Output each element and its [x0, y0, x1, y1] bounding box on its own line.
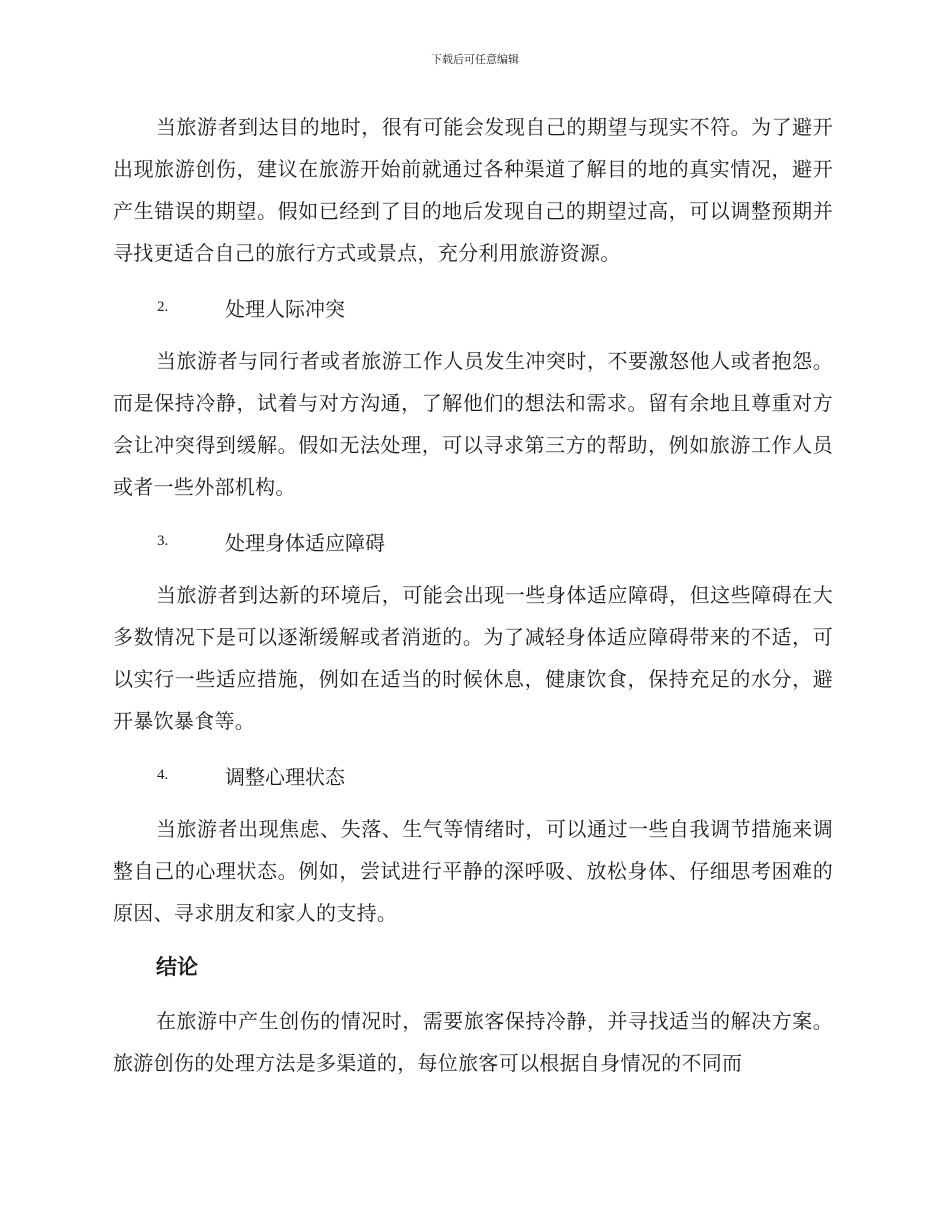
page-header: 下载后可任意编辑: [431, 53, 519, 66]
list-item-title: 处理人际冲突: [225, 296, 345, 321]
paragraph: 当旅游者出现焦虑、失落、生气等情绪时，可以通过一些自我调节措施来调整自己的心理状态。例如，尝试进行平静的深呼吸、放松身体、仔细思考困难的原因、寻求朋友和家人的支持。: [113, 817, 833, 925]
paragraph: 当旅游者与同行者或者旅游工作人员发生冲突时，不要激怒他人或者抱怨。而是保持冷静，试着与对方沟通，了解他们的想法和需求。留有余地且尊重对方会让冲突得到缓解。假如无法处理，可以寻求第三方的帮助，例如旅游工作人员或者一些外部机构。: [113, 349, 833, 499]
list-item-heading: [113, 754, 833, 796]
list-item-heading: [113, 286, 833, 328]
list-item-number: 4.: [157, 766, 169, 783]
paragraph: 在旅游中产生创伤的情况时，需要旅客保持冷静，并寻找适当的解决方案。旅游创伤的处理方法是多渠道的，每位旅客可以根据自身情况的不同而: [113, 1009, 833, 1075]
list-item-title: 处理身体适应障碍: [225, 530, 385, 555]
paragraph: 当旅游者到达新的环境后，可能会出现一些身体适应障碍，但这些障碍在大多数情况下是可以逐渐缓解或者消逝的。为了减轻身体适应障碍带来的不适，可以实行一些适应措施，例如在适当的时候休息，健康饮食，保持充足的水分，避开暴饮暴食等。: [113, 583, 833, 733]
paragraph: 当旅游者到达目的地时，很有可能会发现自己的期望与现实不符。为了避开出现旅游创伤，建议在旅游开始前就通过各种渠道了解目的地的真实情况，避开产生错误的期望。假如已经到了目的地后发现自己的期望过高，可以调整预期并寻找更适合自己的旅行方式或景点，充分利用旅游资源。: [113, 115, 833, 265]
section-heading-conclusion: 结论: [156, 954, 198, 979]
document-body: [113, 106, 833, 1096]
list-item-title: 调整心理状态: [225, 764, 345, 789]
list-item-number: 3.: [157, 532, 169, 549]
list-item-heading: [113, 520, 833, 562]
list-item-number: 2.: [157, 298, 169, 315]
